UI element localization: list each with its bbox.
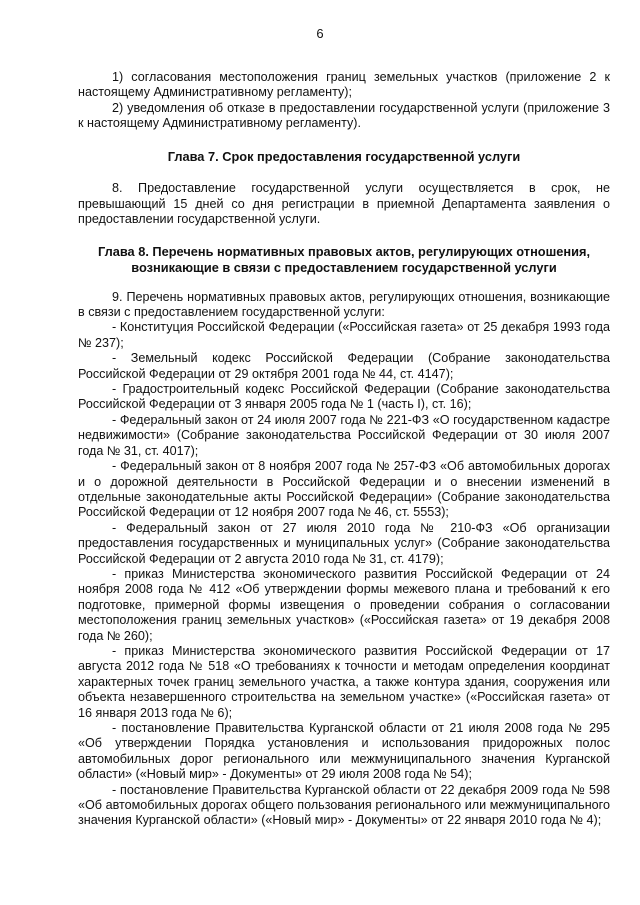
list-item: - постановление Правительства Курганской области от 21 июля 2008 года № 295 «Об утверждении Порядка установления и использования придорожных полос автомобильных дорог регионального или межмуниципального значения Курганской области» («Новый мир» - Документы» от 29 июля 2008 года № 54);: [78, 721, 610, 782]
chapter-8-title-line-2: возникающие в связи с предоставлением государственной услуги: [131, 260, 557, 276]
list-item: - Федеральный закон от 27 июля 2010 года № 210-ФЗ «Об организации предоставления государственных и муниципальных услуг» (Собрание законодательства Российской Федерации от 2 августа 2010 года № 31, ст. 4179);: [78, 520, 610, 566]
list-item: - постановление Правительства Курганской области от 22 декабря 2009 года № 598 «Об автомобильных дорогах общего пользования регионального или межмуниципального значения Курганской области» («Новый мир» - Документы» от 22 января 2010 года № 4);: [78, 782, 610, 828]
list-item: - Федеральный закон от 24 июля 2007 года № 221-ФЗ «О государственном кадастре недвижимости» (Собрание законодательства Российской Федерации от 30 июля 2007 года № 31, ст. 4017);: [78, 412, 610, 458]
chapter-8-lead: 9. Перечень нормативных правовых актов, регулирующих отношения, возникающие в связи с предоставлением государственной услуги:: [78, 289, 610, 320]
intro-item-2: 2) уведомления об отказе в предоставлении государственной услуги (приложение 3 к настоящему Административному регламенту).: [78, 100, 610, 131]
list-item: - Градостроительный кодекс Российской Федерации (Собрание законодательства Российской Федерации от 3 января 2005 года № 1 (часть I), ст. 16);: [78, 382, 610, 412]
chapter-8-title-line-1: Глава 8. Перечень нормативных правовых актов, регулирующих отношения,: [97, 244, 591, 260]
chapter-7-title: Глава 7. Срок предоставления государственной услуги: [167, 148, 521, 164]
list-item: - приказ Министерства экономического развития Российской Федерации от 24 ноября 2008 года № 412 «Об утверждении формы межевого плана и требований к его подготовке, примерной формы извещения о проведении собрания о согласовании местоположения границ земельных участков» («Российская газета» от 19 декабря 2008 года № 260);: [78, 566, 610, 643]
list-item: - Земельный кодекс Российской Федерации (Собрание законодательства Российской Федерации от 29 октября 2001 года № 44, ст. 4147);: [78, 351, 610, 381]
intro-item-1: 1) согласования местоположения границ земельных участков (приложение 2 к настоящему Административному регламенту);: [78, 70, 610, 100]
list-item: - Федеральный закон от 8 ноября 2007 года № 257-ФЗ «Об автомобильных дорогах и о дорожной деятельности в Российской Федерации и о внесении изменений в отдельные законодательные акты Российской Федерации» (Собрание законодательства Российской Федерации от 12 ноября 2007 года № 46, ст. 5553);: [78, 459, 610, 520]
list-item: - Конституция Российской Федерации («Российская газета» от 25 декабря 1993 года № 237);: [78, 320, 610, 350]
document-body: [78, 70, 610, 829]
list-item: - приказ Министерства экономического развития Российской Федерации от 17 августа 2012 года № 518 «О требованиях к точности и методам определения координат характерных точек границ земельного участка, а также контура здания, сооружения или объекта незавершенного строительства на земельном участке» («Российская газета» от 16 января 2013 года № 6);: [78, 643, 610, 720]
chapter-7-paragraph: 8. Предоставление государственной услуги осуществляется в срок, не превышающий 15 дней со дня регистрации в приемной Департамента заявления о предоставлении государственной услуги.: [78, 181, 610, 227]
page-number: 6: [316, 26, 324, 41]
